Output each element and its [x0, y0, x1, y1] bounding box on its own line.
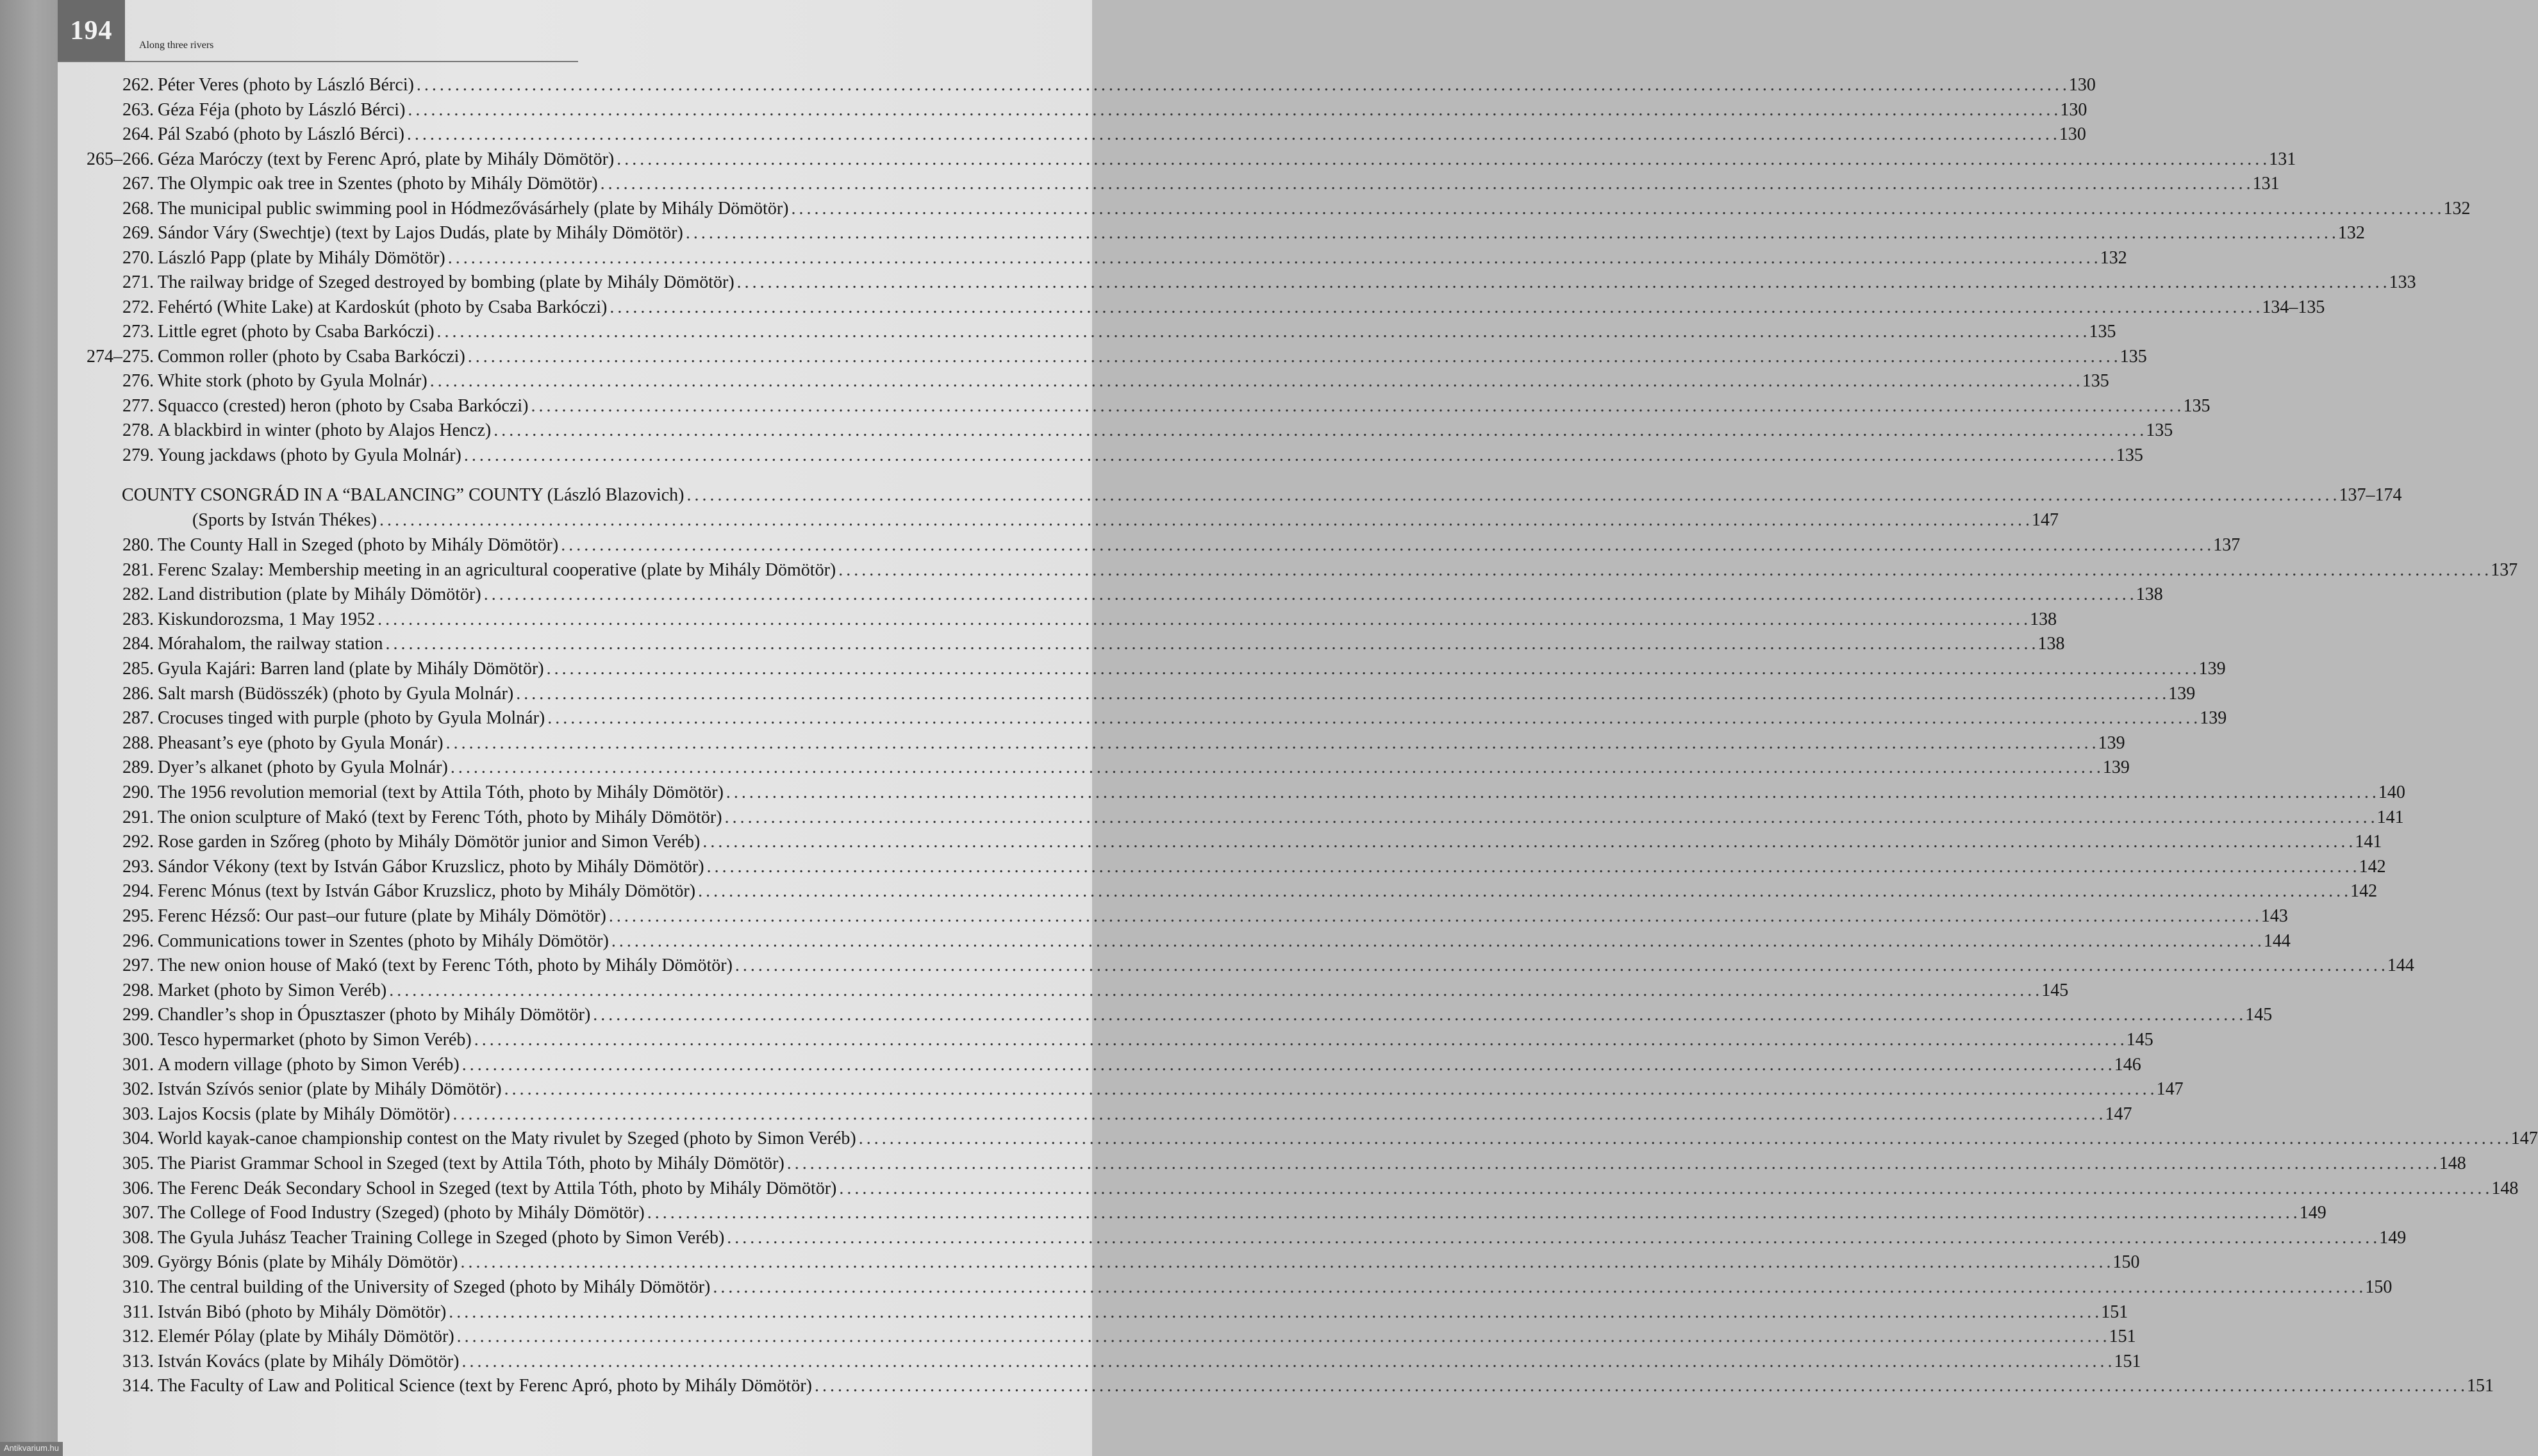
entry-number: 276. [122, 371, 154, 391]
entry-page: 144 [2263, 931, 2291, 951]
entry-number: 285. [122, 659, 154, 679]
leader-dots [611, 931, 2261, 952]
entry-page: 139 [2102, 757, 2130, 778]
leader-dots [601, 174, 2250, 194]
entry-caption: Market (photo by Simon Veréb) [158, 980, 387, 1000]
list-item [122, 906, 2288, 929]
entry-number: 269. [122, 223, 154, 243]
list-item [122, 708, 2227, 731]
entry-number: 307. [122, 1203, 154, 1223]
entry-caption: Squacco (crested) heron (photo by Csaba Barkóczi) [158, 395, 529, 416]
list-item [122, 1327, 2136, 1350]
leader-dots [516, 684, 2166, 704]
section-sub-page: 147 [2032, 510, 2059, 530]
list-item [122, 395, 2210, 419]
entry-caption: Sándor Vékony (text by István Gábor Kruzslicz, photo by Mihály Dömötör) [158, 856, 704, 877]
leader-dots [547, 708, 2197, 729]
entry-page: 146 [2114, 1054, 2141, 1075]
list-item [122, 659, 2226, 682]
entry-page: 151 [2114, 1351, 2141, 1371]
entry-number: 274–275. [87, 346, 154, 367]
entry-number: 303. [122, 1104, 154, 1124]
list-item [122, 1376, 2494, 1399]
entry-caption: The Faculty of Law and Political Science (text by Ferenc Apró, photo by Mihály Dömötör) [158, 1376, 812, 1396]
entry-number: 304. [122, 1129, 154, 1149]
entry-caption: Little egret (photo by Csaba Barkóczi) [158, 322, 435, 342]
running-title: Along three rivers [139, 40, 214, 51]
entry-number: 300. [122, 1030, 154, 1050]
entry-number: 291. [122, 807, 154, 827]
entry-page: 149 [2379, 1227, 2407, 1248]
entry-number: 262. [122, 75, 154, 95]
leader-dots [726, 782, 2376, 803]
entry-page: 137 [2491, 559, 2518, 580]
leader-dots [451, 757, 2100, 778]
entry-number: 265–266. [87, 149, 154, 169]
entry-page: 137 [2213, 535, 2241, 555]
entry-page: 151 [2109, 1327, 2136, 1347]
list-item [122, 420, 2173, 443]
leader-dots [417, 75, 2066, 95]
list-item [122, 1129, 2538, 1152]
leader-dots [504, 1079, 2154, 1100]
entry-page: 148 [2491, 1178, 2519, 1198]
entry-caption: Mórahalom, the railway station [158, 634, 383, 654]
entry-page: 135 [2119, 346, 2147, 367]
list-item [122, 956, 2414, 979]
entry-page: 131 [2252, 174, 2280, 194]
leader-dots [385, 634, 2035, 654]
list-item [122, 124, 2086, 147]
list-item [87, 149, 2296, 172]
entry-caption: The Olympic oak tree in Szentes (photo by Mihály Dömötör) [158, 174, 598, 194]
list-item [122, 559, 2518, 583]
entry-page: 144 [2387, 956, 2414, 976]
entry-number: 293. [122, 856, 154, 877]
entry-page: 135 [2082, 371, 2109, 391]
leader-dots [647, 1203, 2297, 1223]
entry-caption: Géza Maróczy (text by Ferenc Apró, plate by Mihály Dömötör) [158, 149, 615, 169]
entry-number: 314. [122, 1376, 154, 1396]
entry-caption: Kiskundorozsma, 1 May 1952 [158, 609, 376, 629]
entry-page: 151 [2467, 1376, 2494, 1396]
entry-number: 301. [122, 1054, 154, 1075]
entry-number: 311. [123, 1302, 154, 1322]
leader-dots [446, 733, 2096, 754]
entry-caption: Crocuses tinged with purple (photo by Gyula Molnár) [158, 708, 545, 729]
entry-page: 132 [2443, 198, 2471, 219]
entry-caption: The railway bridge of Szeged destroyed by bombing (plate by Mihály Dömötör) [158, 272, 734, 292]
leader-dots [389, 980, 2039, 1001]
leader-dots [460, 1252, 2110, 1273]
entry-page: 135 [2116, 445, 2143, 465]
entry-caption: Chandler’s shop in Ópusztaszer (photo by Mihály Dömötör) [158, 1005, 591, 1025]
leader-dots [707, 857, 2357, 877]
entry-page: 145 [2245, 1005, 2273, 1025]
entry-caption: Fehértó (White Lake) at Kardoskút (photo by Csaba Barkóczi) [158, 297, 608, 317]
entry-number: 288. [122, 732, 154, 753]
entry-number: 298. [122, 980, 154, 1000]
entry-number: 286. [122, 683, 154, 704]
list-item [122, 1005, 2273, 1028]
entry-number: 312. [122, 1327, 154, 1347]
entry-caption: World kayak-canoe championship contest on the Maty rivulet by Szeged (photo by Simon Veréb) [158, 1129, 856, 1149]
section-subheading [192, 510, 2059, 533]
entry-number: 281. [122, 559, 154, 580]
entry-caption: The new onion house of Makó (text by Ferenc Tóth, photo by Mihály Dömötör) [158, 956, 733, 976]
entry-number: 310. [122, 1277, 154, 1297]
entry-number: 279. [122, 445, 154, 465]
leader-dots [815, 1376, 2464, 1396]
entry-page: 138 [2037, 634, 2065, 654]
entry-caption: The onion sculpture of Makó (text by Ferenc Tóth, photo by Mihály Dömötör) [158, 807, 722, 827]
entry-page: 147 [2510, 1129, 2538, 1149]
entry-page: 135 [2089, 322, 2116, 342]
entry-caption: The College of Food Industry (Szeged) (photo by Mihály Dömötör) [158, 1203, 645, 1223]
list-item [122, 535, 2241, 558]
entry-caption: Ferenc Szalay: Membership meeting in an agricultural cooperative (plate by Mihály Dömötör) [158, 559, 836, 580]
leader-dots [547, 659, 2196, 679]
entry-number: 306. [122, 1178, 154, 1198]
entry-number: 294. [122, 881, 154, 902]
list-item [122, 832, 2382, 855]
entry-page: 147 [2105, 1104, 2132, 1124]
entry-number: 296. [122, 931, 154, 951]
entry-number: 297. [122, 956, 154, 976]
entry-caption: György Bónis (plate by Mihály Dömötör) [158, 1252, 458, 1273]
list-item [122, 1252, 2140, 1275]
header-rule [58, 61, 578, 62]
leader-dots [687, 485, 2337, 506]
entry-page: 151 [2101, 1302, 2128, 1322]
entry-page: 145 [2041, 980, 2069, 1000]
entry-page: 141 [2355, 832, 2382, 852]
entry-page: 150 [2112, 1252, 2140, 1273]
list-item [122, 1154, 2466, 1177]
leader-dots [474, 1030, 2124, 1050]
leader-dots [593, 1005, 2243, 1025]
entry-number: 270. [122, 247, 154, 268]
entry-number: 305. [122, 1154, 154, 1173]
leader-dots [452, 1104, 2102, 1125]
entry-caption: Péter Veres (photo by László Bérci) [158, 75, 414, 95]
list-item [122, 1104, 2132, 1127]
list-item [122, 584, 2163, 608]
entry-caption: Land distribution (plate by Mihály Dömötör) [158, 584, 481, 605]
entry-page: 130 [2060, 99, 2087, 120]
list-item [122, 371, 2109, 394]
leader-dots [702, 832, 2352, 852]
entry-caption: The County Hall in Szeged (photo by Mihály Dömötör) [158, 535, 559, 555]
entry-page: 138 [2136, 584, 2163, 605]
entry-page: 139 [2098, 732, 2125, 753]
leader-dots [464, 445, 2114, 466]
entry-caption: Dyer’s alkanet (photo by Gyula Molnár) [158, 757, 448, 778]
entry-number: 302. [122, 1079, 154, 1100]
entry-number: 289. [122, 757, 154, 778]
leader-dots [686, 223, 2335, 244]
list-item [122, 272, 2416, 295]
entry-page: 150 [2365, 1277, 2393, 1297]
leader-dots [531, 396, 2180, 417]
page-number: 194 [58, 0, 125, 61]
section-heading [122, 485, 2402, 508]
entry-number: 277. [122, 395, 154, 416]
entry-number: 308. [122, 1227, 154, 1248]
entry-caption: Rose garden in Szőreg (photo by Mihály Dömötör junior and Simon Veréb) [158, 832, 701, 852]
entry-caption: Pál Szabó (photo by László Bérci) [158, 124, 404, 144]
list-item [122, 881, 2378, 904]
entry-number: 263. [122, 99, 154, 120]
leader-dots [713, 1277, 2362, 1298]
entry-page: 132 [2337, 223, 2365, 243]
leader-dots [727, 1228, 2376, 1248]
leader-dots [561, 535, 2210, 556]
entry-caption: The Ferenc Deák Secondary School in Szeged (text by Attila Tóth, photo by Mihály Dömötör) [158, 1178, 837, 1198]
entry-caption: Lajos Kocsis (plate by Mihály Dömötör) [158, 1104, 451, 1124]
entry-number: 280. [122, 535, 154, 555]
list-item [122, 807, 2404, 831]
entry-caption: Pheasant’s eye (photo by Gyula Monár) [158, 732, 444, 753]
entry-page: 149 [2299, 1203, 2326, 1223]
entry-number: 278. [122, 420, 154, 440]
entry-number: 292. [122, 832, 154, 852]
entry-page: 133 [2389, 272, 2416, 292]
list-item [122, 609, 2057, 633]
list-item [122, 1178, 2519, 1202]
leader-dots [449, 1302, 2098, 1323]
entry-caption: A modern village (photo by Simon Veréb) [158, 1054, 460, 1075]
list-item [122, 1351, 2141, 1375]
leader-dots [609, 906, 2259, 927]
entry-page: 145 [2126, 1030, 2153, 1050]
entry-caption: László Papp (plate by Mihály Dömötör) [158, 247, 445, 268]
leader-dots [448, 248, 2098, 269]
leader-dots [377, 609, 2027, 630]
list-item [122, 1079, 2184, 1102]
leader-dots [791, 199, 2441, 219]
entry-number: 271. [122, 272, 154, 292]
entry-number: 313. [122, 1351, 154, 1371]
leader-dots [737, 272, 2387, 293]
list-item [122, 634, 2065, 657]
entry-page: 130 [2059, 124, 2086, 144]
entry-number: 272. [122, 297, 154, 317]
list-item [122, 223, 2365, 246]
entry-page: 132 [2100, 247, 2127, 268]
entry-caption: Salt marsh (Büdösszék) (photo by Gyula Molnár) [158, 683, 514, 704]
list-item [122, 931, 2291, 954]
list-item [122, 297, 2325, 320]
leader-dots [461, 1352, 2111, 1372]
entry-page: 135 [2183, 395, 2210, 416]
entry-page: 141 [2376, 807, 2404, 827]
leader-dots [407, 124, 2057, 145]
entry-caption: The Gyula Juhász Teacher Training College in Szeged (photo by Simon Veréb) [158, 1227, 725, 1248]
entry-page: 138 [2030, 609, 2057, 629]
leader-dots [859, 1129, 2509, 1149]
entry-caption: Communications tower in Szentes (photo by Mihály Dömötör) [158, 931, 609, 951]
list-item [122, 445, 2143, 468]
entry-page: 130 [2068, 75, 2096, 95]
entry-page: 148 [2439, 1154, 2466, 1173]
leader-dots [610, 297, 2259, 318]
entry-caption: White stork (photo by Gyula Molnár) [158, 371, 427, 391]
entry-caption: Sándor Váry (Swechtje) (text by Lajos Dudás, plate by Mihály Dömötör) [158, 223, 683, 243]
entry-page: 135 [2146, 420, 2173, 440]
list-item [122, 980, 2069, 1004]
list-item [122, 683, 2196, 707]
entry-caption: Géza Féja (photo by László Bérci) [158, 99, 406, 120]
entry-number: 264. [122, 124, 154, 144]
entry-number: 287. [122, 708, 154, 729]
list-item [122, 732, 2125, 756]
leader-dots [408, 100, 2057, 120]
entry-caption: A blackbird in winter (photo by Alajos Hencz) [158, 420, 492, 440]
list-item [122, 782, 2405, 806]
leader-dots [735, 956, 2385, 976]
entry-page: 140 [2378, 782, 2405, 802]
leader-dots [838, 560, 2488, 581]
binding-shadow [0, 0, 58, 1456]
entry-page: 134–135 [2262, 297, 2325, 317]
list-item [87, 346, 2147, 370]
entry-number: 284. [122, 634, 154, 654]
entry-page: 139 [2200, 708, 2227, 729]
list-item [122, 856, 2386, 880]
list-item [122, 322, 2116, 345]
entry-caption: The Piarist Grammar School in Szeged (text by Attila Tóth, photo by Mihály Dömötör) [158, 1154, 784, 1173]
leader-dots [457, 1327, 2107, 1347]
entry-caption: Ferenc Hézső: Our past–our future (plate by Mihály Dömötör) [158, 906, 606, 926]
leader-dots [617, 149, 2266, 170]
list-item [122, 75, 2096, 98]
entry-caption: Elemér Pólay (plate by Mihály Dömötör) [158, 1327, 454, 1347]
leader-dots [437, 322, 2087, 342]
list-item [123, 1302, 2128, 1325]
entry-page: 139 [2168, 683, 2196, 704]
entry-number: 282. [122, 584, 154, 605]
leader-dots [494, 420, 2143, 441]
list-item [122, 99, 2087, 123]
section-title: COUNTY CSONGRÁD IN A “BALANCING” COUNTY (László Blazovich) [122, 485, 684, 505]
entry-number: 295. [122, 906, 154, 926]
entry-number: 267. [122, 174, 154, 194]
entry-number: 309. [122, 1252, 154, 1273]
list-item [122, 1277, 2393, 1300]
entry-caption: Young jackdaws (photo by Gyula Molnár) [158, 445, 461, 465]
section-sub-text: (Sports by István Thékes) [192, 510, 377, 530]
entry-page: 139 [2198, 659, 2226, 679]
list-item [122, 174, 2280, 197]
entry-caption: Gyula Kajári: Barren land (plate by Mihály Dömötör) [158, 659, 544, 679]
leader-dots [698, 881, 2348, 902]
list-item [122, 1203, 2326, 1226]
entry-number: 290. [122, 782, 154, 802]
entry-caption: Ferenc Mónus (text by István Gábor Kruzslicz, photo by Mihály Dömötör) [158, 881, 696, 902]
leader-dots [379, 510, 2029, 531]
leader-dots [725, 807, 2375, 828]
list-item [122, 1030, 2153, 1053]
list-item [122, 757, 2130, 781]
entry-caption: István Szívós senior (plate by Mihály Dömötör) [158, 1079, 502, 1100]
entry-caption: The municipal public swimming pool in Hódmezővásárhely (plate by Mihály Dömötör) [158, 198, 789, 219]
watermark: Antikvarium.hu [0, 1442, 63, 1456]
entry-page: 131 [2269, 149, 2296, 169]
entry-caption: Tesco hypermarket (photo by Simon Veréb) [158, 1030, 472, 1050]
leader-dots [468, 347, 2118, 367]
list-item [122, 247, 2127, 271]
leader-dots [787, 1154, 2437, 1174]
entry-page: 147 [2156, 1079, 2184, 1100]
entry-page: 143 [2260, 906, 2288, 926]
entry-number: 273. [122, 322, 154, 342]
entry-caption: The central building of the University of Szeged (photo by Mihály Dömötör) [158, 1277, 711, 1297]
leader-dots [484, 584, 2134, 605]
list-item [122, 198, 2471, 222]
entry-number: 268. [122, 198, 154, 219]
entry-caption: The 1956 revolution memorial (text by Attila Tóth, photo by Mihály Dömötör) [158, 782, 724, 802]
list-item [122, 1227, 2407, 1251]
leader-dots [462, 1055, 2112, 1075]
entry-caption: István Kovács (plate by Mihály Dömötör) [158, 1351, 460, 1371]
entry-number: 299. [122, 1005, 154, 1025]
section-pages: 137–174 [2339, 485, 2402, 505]
entry-caption: Common roller (photo by Csaba Barkóczi) [158, 346, 465, 367]
entry-page: 142 [2350, 881, 2378, 902]
entry-page: 142 [2359, 856, 2386, 877]
entry-caption: István Bibó (photo by Mihály Dömötör) [158, 1302, 447, 1322]
leader-dots [430, 371, 2080, 392]
entry-number: 283. [122, 609, 154, 629]
leader-dots [839, 1179, 2489, 1199]
list-item [122, 1054, 2141, 1078]
